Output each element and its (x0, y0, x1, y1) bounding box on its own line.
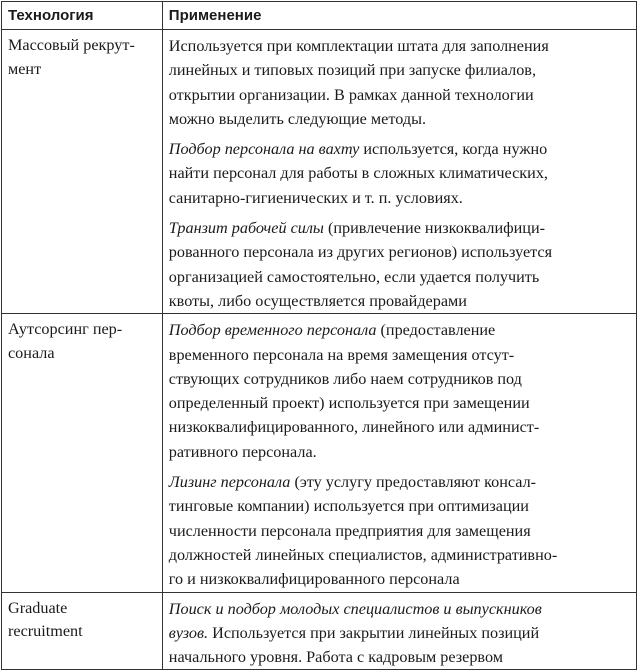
text-line: (эту услугу предоставляют консал- (290, 473, 537, 492)
text-line: (привлечение низкоквалифици- (323, 219, 546, 238)
text-line: рованного персонала из других регионов) используется (168, 243, 553, 262)
text-line: Используется при закрытии линейных позиций (208, 623, 540, 642)
text-line: (предоставление (376, 321, 496, 340)
method-name: Поиск и подбор молодых специалистов и выпускников (168, 599, 542, 618)
text-line: должностей линейных специалистов, административно- (168, 545, 558, 564)
text-line: Используется при комплектации штата для заполнения (168, 37, 549, 55)
technology-cell (2, 314, 163, 592)
technology-table (1, 1, 637, 670)
table-row (2, 30, 637, 314)
method-name: Транзит рабочей силы (168, 219, 324, 238)
text-line: численности персонала предприятия для замещения (168, 521, 531, 540)
application-cell (162, 314, 636, 592)
technology-name: Массовый рекрут- (8, 36, 135, 54)
technology-name: сонала (8, 343, 55, 362)
application-paragraph (169, 137, 632, 210)
text-line: низкоквалифицированного, линейного или админист- (168, 418, 540, 437)
text-line: можно выделить следующие методы. (168, 109, 426, 128)
technology-name: мент (8, 59, 42, 78)
method-name: Подбор временного персонала (168, 321, 377, 340)
text-line: начального уровня. Работа с кадровым резервом (168, 648, 503, 667)
text-line: го и низкоквалифицированного персонала (168, 570, 460, 589)
header-application: Применение (162, 2, 636, 30)
text-line: линейных и типовых позиций при запуске филиалов, (168, 61, 536, 80)
table-row (2, 592, 637, 670)
technology-name: Аутсорсинг пер- (8, 320, 123, 339)
application-paragraph (169, 34, 632, 131)
header-row (2, 2, 637, 30)
text-line: организацией самостоятельно, если удается получить (168, 267, 540, 286)
text-line: ративного персонала. (168, 442, 317, 461)
text-line: тинговые компании) используется при оптимизации (168, 497, 529, 516)
method-name: вузов. (168, 623, 209, 642)
method-name: Подбор персонала на вахту (168, 140, 360, 159)
text-line: используется, когда нужно (359, 140, 548, 159)
technology-name: Graduate (8, 598, 68, 617)
text-line: открытии организации. В рамках данной технологии (168, 85, 534, 104)
method-name: Лизинг персонала (168, 473, 291, 492)
header-technology: Технология (2, 2, 163, 30)
application-paragraph (169, 318, 632, 464)
text-line: квоты, либо осуществляется провайдерами (168, 291, 467, 310)
text-line: санитарно-гигиенических и т. п. условиях. (168, 188, 463, 207)
technology-name: recruitment (8, 622, 83, 641)
application-cell (162, 30, 636, 314)
technology-cell (2, 30, 163, 314)
text-line: определенный проект) используется при замещении (168, 394, 530, 413)
application-paragraph (169, 597, 632, 670)
text-line: ствующих сотрудников либо наем сотрудников под (168, 369, 522, 388)
application-cell (162, 592, 636, 670)
text-line: найти персонал для работы в сложных климатических, (168, 164, 548, 183)
technology-cell (2, 592, 163, 670)
application-paragraph (169, 470, 632, 591)
application-paragraph (169, 216, 632, 313)
table-row (2, 314, 637, 592)
text-line: временного персонала на время замещения отсут- (168, 345, 515, 364)
